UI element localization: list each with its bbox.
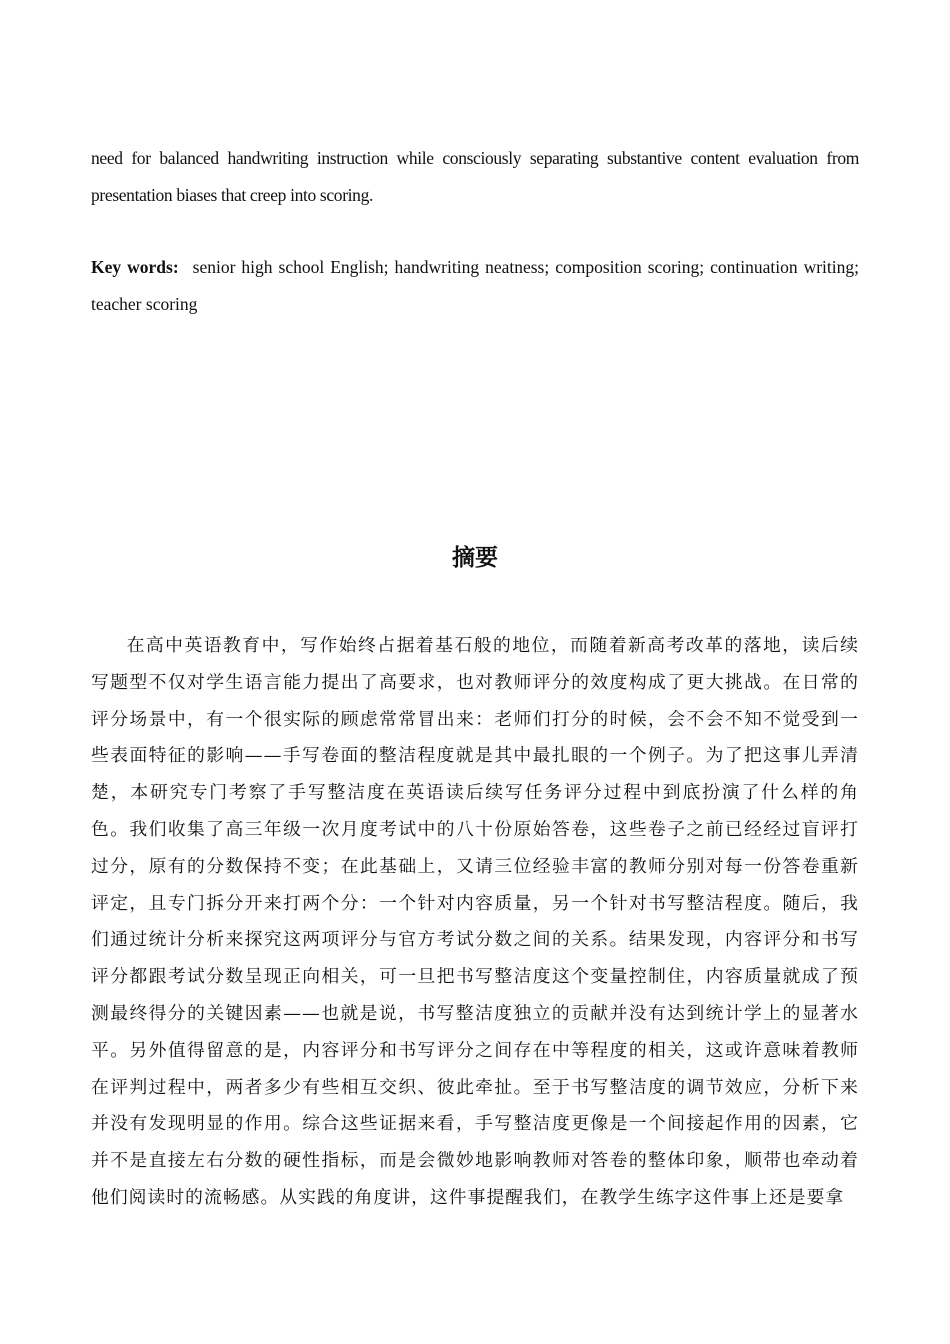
- keywords-line: [91, 249, 859, 323]
- chinese-abstract-body: 在高中英语教育中，写作始终占据着基石般的地位，而随着新高考改革的落地，读后续写题型不仅对学生语言能力提出了高要求，也对教师评分的效度构成了更大挑战。在日常的评分场景中，有一个很实际的顾虑常常冒出来：老师们打分的时候，会不会不知不觉受到一些表面特征的影响——手写卷面的整洁程度就是其中最扎眼的一个例子。为了把这事儿弄清楚，本研究专门考察了手写整洁度在英语读后续写任务评分过程中到底扮演了什么样的角色。我们收集了高三年级一次月度考试中的八十份原始答卷，这些卷子之前已经经过盲评打过分，原有的分数保持不变；在此基础上，又请三位经验丰富的教师分别对每一份答卷重新评定，且专门拆分开来打两个分：一个针对内容质量，另一个针对书写整洁程度。随后，我们通过统计分析来探究这两项评分与官方考试分数之间的关系。结果发现，内容评分和书写评分都跟考试分数呈现正向相关，可一旦把书写整洁度这个变量控制住，内容质量就成了预测最终得分的关键因素——也就是说，书写整洁度独立的贡献并没有达到统计学上的显著水平。另外值得留意的是，内容评分和书写评分之间存在中等程度的相关，这或许意味着教师在评判过程中，两者多少有些相互交织、彼此牵扯。至于书写整洁度的调节效应，分析下来并没有发现明显的作用。综合这些证据来看，手写整洁度更像是一个间接起作用的因素，它并不是直接左右分数的硬性指标，而是会微妙地影响教师对答卷的整体印象，顺带也牵动着他们阅读时的流畅感。从实践的角度讲，这件事提醒我们，在教学生练字这件事上还是要拿: [91, 635, 859, 1208]
- chinese-abstract-title: 摘要: [452, 545, 498, 571]
- english-abstract-continuation: need for balanced handwriting instruction while consciously separating substantive content evaluation from presentation biases that creep into scoring.: [91, 148, 859, 205]
- keywords-text: senior high school English; handwriting neatness; composition scoring; continuation writing; teacher scoring: [91, 257, 860, 314]
- page: [91, 0, 859, 1344]
- keywords-label: Key words:: [91, 257, 179, 277]
